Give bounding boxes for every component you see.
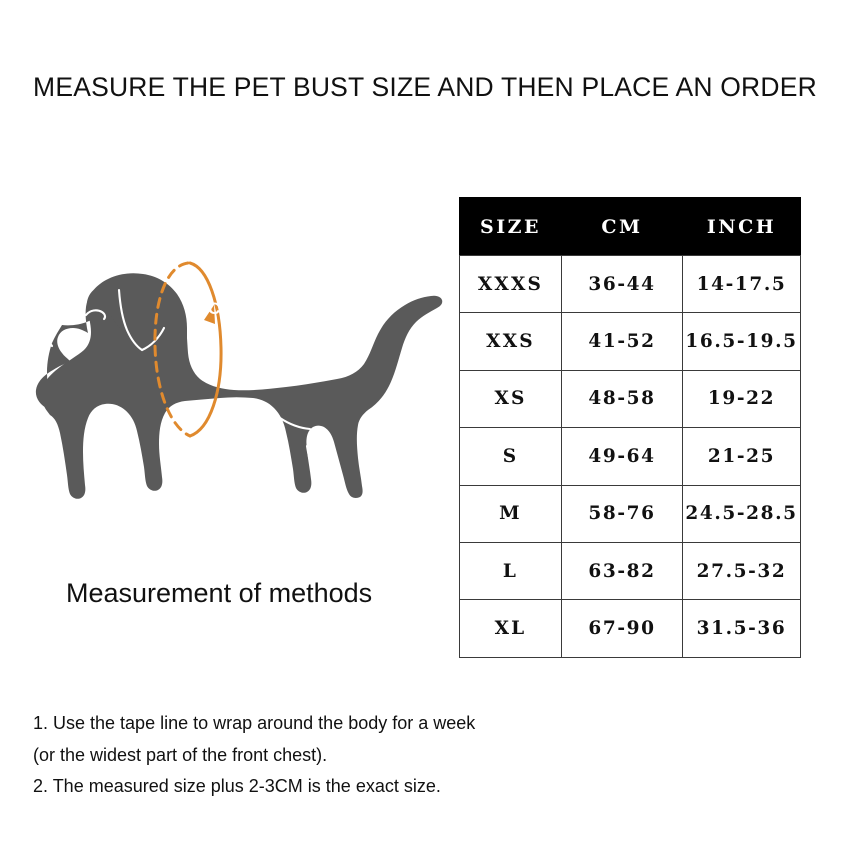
table-row — [460, 370, 801, 427]
cell-size: XXXS — [460, 256, 562, 313]
column-header-inch: INCH — [683, 198, 801, 256]
table-row — [460, 600, 801, 657]
cell-cm: 36-44 — [562, 256, 683, 313]
size-table — [459, 197, 801, 658]
cell-inch: 16.5-19.5 — [683, 313, 801, 370]
size-table-body — [460, 256, 801, 658]
chest-label: CHEST — [208, 299, 269, 318]
cell-inch: 31.5-36 — [683, 600, 801, 657]
dog-illustration — [18, 178, 448, 518]
cell-cm: 63-82 — [562, 542, 683, 599]
cell-size: XXS — [460, 313, 562, 370]
table-row — [460, 485, 801, 542]
cell-cm: 41-52 — [562, 313, 683, 370]
note-line-1: 1. Use the tape line to wrap around the body for a week — [33, 713, 476, 733]
cell-inch: 14-17.5 — [683, 256, 801, 313]
table-header-row — [460, 198, 801, 256]
cell-size: M — [460, 485, 562, 542]
cell-inch: 24.5-28.5 — [683, 485, 801, 542]
table-row — [460, 256, 801, 313]
cell-cm: 58-76 — [562, 485, 683, 542]
measurement-of-methods-caption: Measurement of methods — [66, 578, 373, 608]
cell-cm: 67-90 — [562, 600, 683, 657]
cell-size: S — [460, 428, 562, 485]
cell-inch: 19-22 — [683, 370, 801, 427]
page-title: MEASURE THE PET BUST SIZE AND THEN PLACE AN ORDER — [33, 72, 817, 102]
column-header-size: SIZE — [460, 198, 562, 256]
cell-size: XS — [460, 370, 562, 427]
table-row — [460, 428, 801, 485]
size-table-container — [459, 197, 800, 649]
cell-inch: 21-25 — [683, 428, 801, 485]
note-line-2: (or the widest part of the front chest). — [33, 744, 328, 765]
cell-cm: 49-64 — [562, 428, 683, 485]
cell-cm: 48-58 — [562, 370, 683, 427]
cell-inch: 27.5-32 — [683, 542, 801, 599]
cell-size: XL — [460, 600, 562, 657]
size-table-head — [460, 198, 801, 256]
cell-size: L — [460, 542, 562, 599]
table-row — [460, 313, 801, 370]
note-line-3: 2. The measured size plus 2-3CM is the exact size. — [33, 776, 441, 796]
column-header-cm: CM — [562, 198, 683, 256]
table-row — [460, 542, 801, 599]
instruction-notes — [33, 708, 673, 803]
dog-silhouette-svg — [18, 178, 448, 518]
